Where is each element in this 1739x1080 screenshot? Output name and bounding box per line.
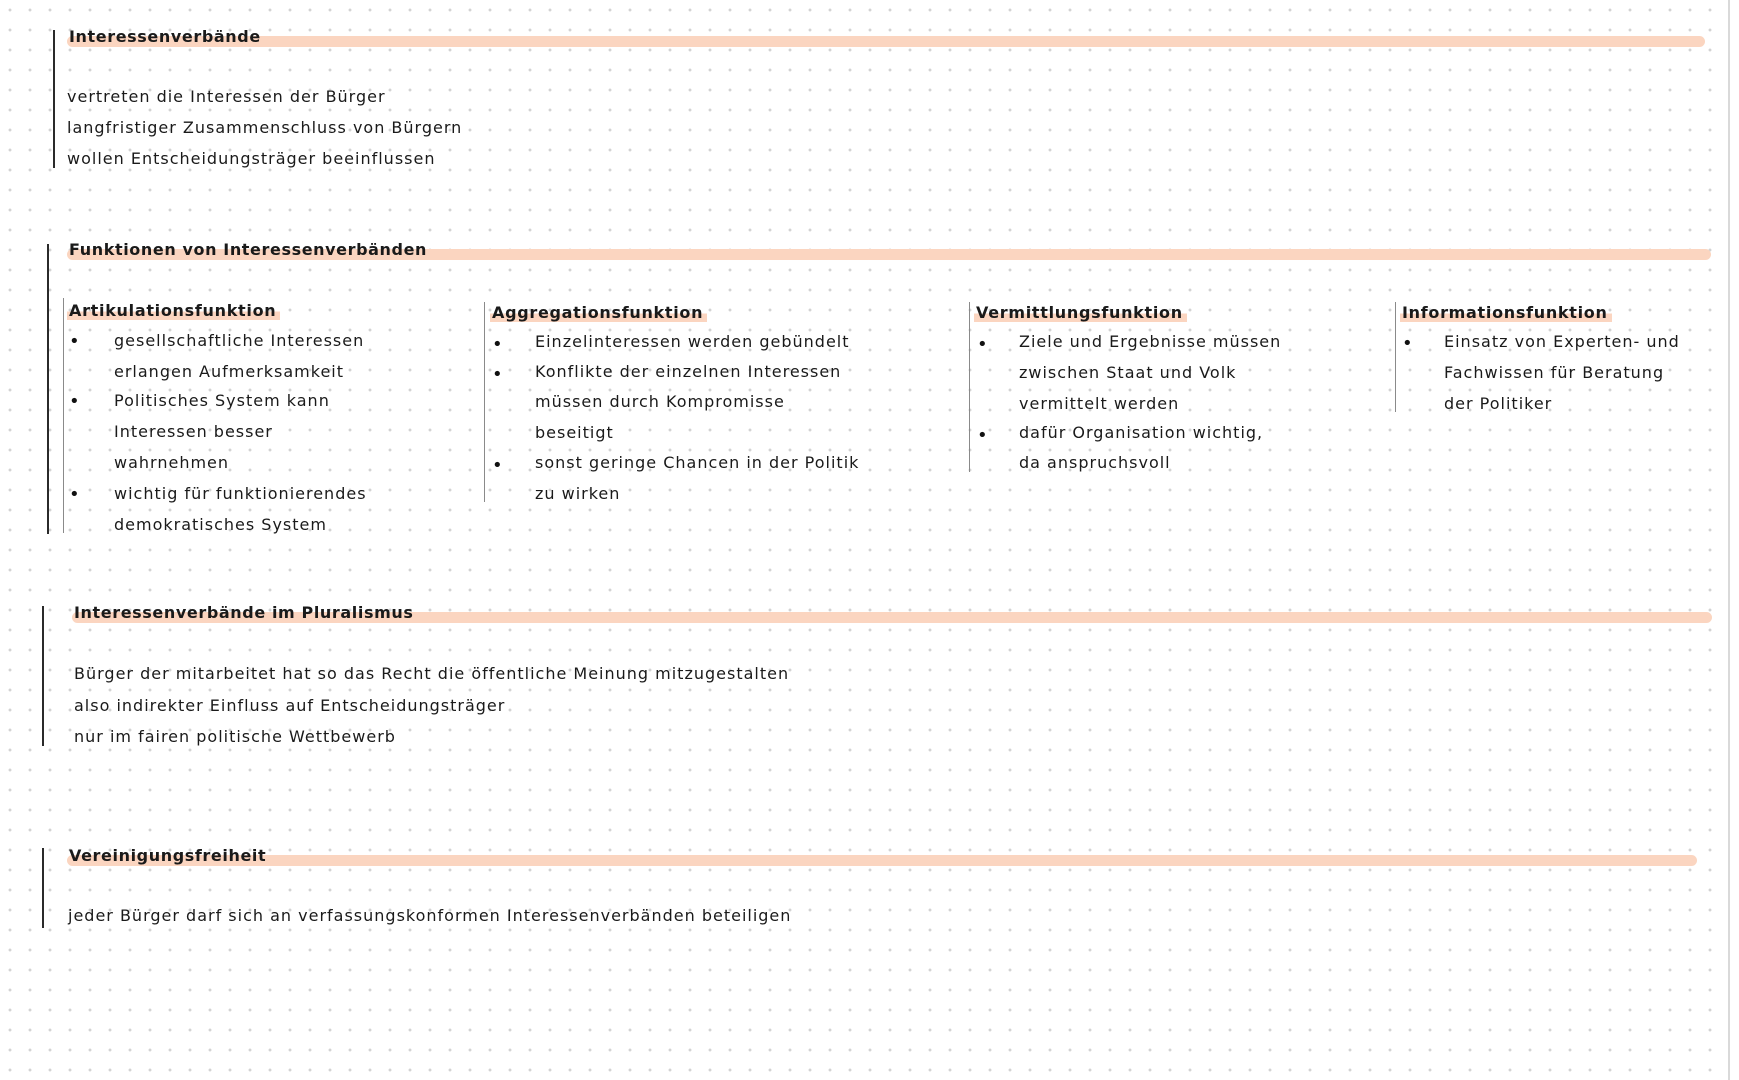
text-line: vertreten die Interessen der Bürger: [67, 87, 386, 106]
text-line: Ziele und Ergebnisse müssen: [1019, 332, 1282, 351]
bullet-icon: •: [977, 334, 988, 355]
text-line: Bürger der mitarbeitet hat so das Recht die öffentliche Meinung mitzugestalten: [74, 664, 790, 683]
bullet-icon: •: [492, 364, 503, 385]
heading-highlight: [67, 36, 1705, 47]
text-line: langfristiger Zusammenschluss von Bürgern: [67, 118, 463, 137]
text-line: beseitigt: [535, 423, 614, 442]
text-line: zu wirken: [535, 484, 621, 503]
text-line: erlangen Aufmerksamkeit: [114, 362, 345, 381]
bullet-icon: •: [492, 334, 503, 355]
page-edge: [1728, 0, 1739, 1080]
text-line: wichtig für funktionierendes: [114, 484, 367, 503]
section-title: Interessenverbände: [69, 27, 261, 46]
text-line: sonst geringe Chancen in der Politik: [535, 453, 860, 472]
bullet-icon: •: [69, 331, 80, 352]
bullet-icon: •: [69, 484, 80, 505]
column-bar: [484, 302, 485, 502]
text-line: also indirekter Einfluss auf Entscheidungsträger: [74, 696, 506, 715]
text-line: zwischen Staat und Volk: [1019, 363, 1237, 382]
column-bar: [1395, 302, 1396, 412]
column-title: Vermittlungsfunktion: [974, 303, 1187, 322]
column-title: Aggregationsfunktion: [490, 303, 707, 322]
section-bar: [42, 606, 44, 746]
text-line: Interessen besser: [114, 422, 273, 441]
text-line: Einzelinteressen werden gebündelt: [535, 332, 850, 351]
bullet-icon: •: [492, 455, 503, 476]
section-bar: [53, 30, 55, 168]
text-line: dafür Organisation wichtig,: [1019, 423, 1264, 442]
text-line: Politisches System kann: [114, 391, 330, 410]
section-bar: [42, 848, 44, 928]
text-line: gesellschaftliche Interessen: [114, 331, 365, 350]
text-line: Einsatz von Experten- und: [1444, 332, 1680, 351]
bullet-icon: •: [1402, 333, 1413, 354]
section-title: Interessenverbände im Pluralismus: [74, 603, 414, 622]
section-bar: [47, 244, 49, 534]
column-bar: [969, 302, 970, 472]
section-heading: [67, 240, 1711, 260]
text-line: müssen durch Kompromisse: [535, 392, 785, 411]
bullet-icon: •: [69, 391, 80, 412]
text-line: Konflikte der einzelnen Interessen: [535, 362, 842, 381]
text-line: demokratisches System: [114, 515, 327, 534]
text-line: da anspruchsvoll: [1019, 453, 1171, 472]
text-line: der Politiker: [1444, 394, 1553, 413]
heading-highlight: [67, 855, 1697, 866]
column-bar: [63, 298, 64, 533]
text-line: Fachwissen für Beratung: [1444, 363, 1665, 382]
section-heading: [67, 846, 1697, 866]
column-title: Artikulationsfunktion: [67, 301, 280, 320]
section-title: Funktionen von Interessenverbänden: [69, 240, 428, 259]
bullet-icon: •: [977, 425, 988, 446]
section-heading: [72, 603, 1712, 623]
text-line: jeder Bürger darf sich an verfassungskonformen Interessenverbänden beteiligen: [68, 906, 792, 925]
column-title: Informationsfunktion: [1400, 303, 1612, 322]
text-line: vermittelt werden: [1019, 394, 1180, 413]
section-heading: [67, 27, 1705, 47]
text-line: wollen Entscheidungsträger beeinflussen: [67, 149, 436, 168]
text-line: wahrnehmen: [114, 453, 230, 472]
section-title: Vereinigungsfreiheit: [69, 846, 267, 865]
text-line: nur im fairen politische Wettbewerb: [74, 727, 396, 746]
